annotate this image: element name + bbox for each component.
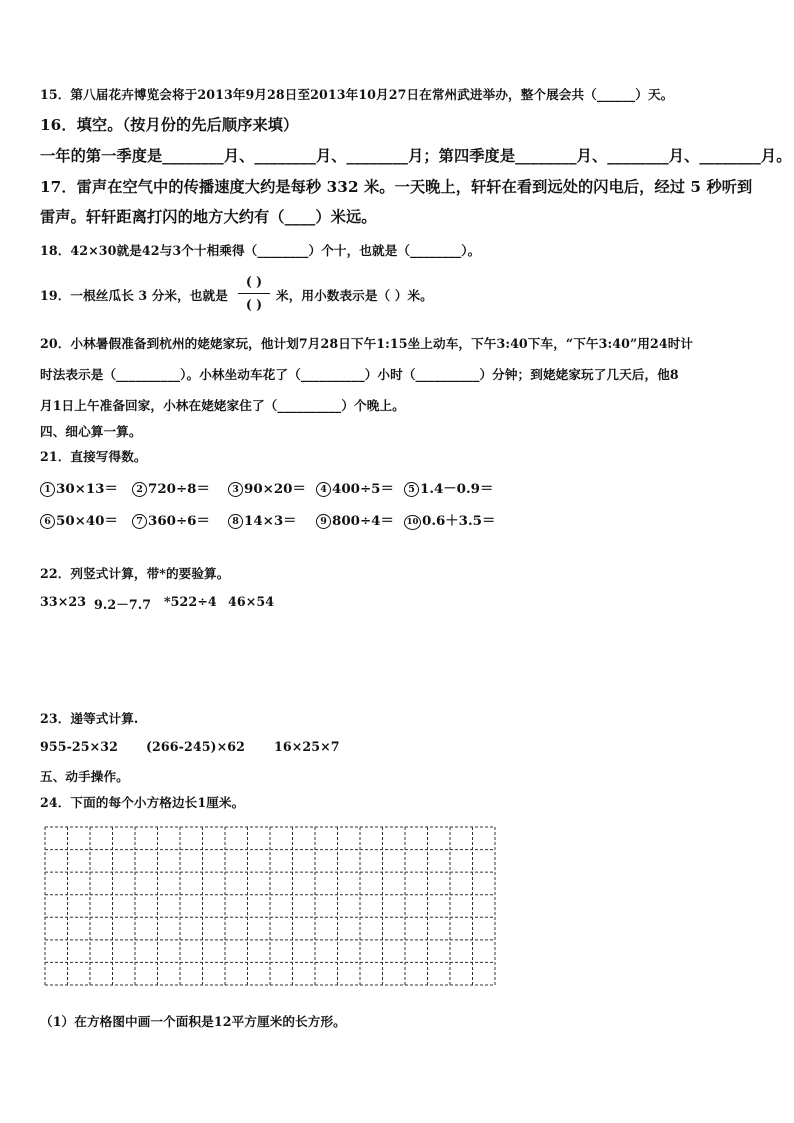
expression: 50×40＝ xyxy=(56,513,118,529)
expression: 30×13＝ xyxy=(56,481,118,497)
question-21-item xyxy=(316,510,394,529)
expression: 0.6＋3.5＝ xyxy=(422,513,496,529)
question-20-line-2: 时法表示是（__________）。小林坐动车花了（__________）小时（__________）分钟；到姥姥家玩了几天后，他8 xyxy=(40,367,679,382)
question-21-item xyxy=(132,510,210,529)
question-23-item: 16×25×7 xyxy=(274,739,340,754)
question-17-line-1: 17．雷声在空气中的传播速度大约是每秒 332 米。一天晚上，轩轩在看到远处的闪电后，经过 5 秒听到 xyxy=(40,178,753,196)
fraction-bar xyxy=(238,293,270,294)
question-21-title: 21．直接写得数。 xyxy=(40,449,147,464)
question-22-item: 9.2－7.7 xyxy=(94,597,152,612)
question-22-item: *522÷4 xyxy=(164,594,217,609)
circled-number: 6 xyxy=(40,514,55,529)
fraction-numerator: ( ) xyxy=(245,274,263,289)
square-grid[interactable] xyxy=(44,826,496,986)
question-21-item xyxy=(40,510,118,529)
question-20-line-1: 20．小林暑假准备到杭州的姥姥家玩，他计划7月28日下午1:15坐上动车，下午3:40下车，“下午3:40”用24时计 xyxy=(40,336,694,351)
question-19-fraction xyxy=(236,270,272,316)
question-23-item: (266-245)×62 xyxy=(146,739,245,754)
question-15: 15．第八届花卉博览会将于2013年9月28日至2013年10月27日在常州武进举办，整个展会共（______）天。 xyxy=(40,87,674,102)
circled-number: 7 xyxy=(132,514,147,529)
expression: 90×20＝ xyxy=(244,481,306,497)
question-22-title: 22．列竖式计算，带*的要验算。 xyxy=(40,566,230,581)
expression: 720÷8＝ xyxy=(148,481,210,497)
circled-number: 2 xyxy=(132,482,147,497)
expression: 14×3＝ xyxy=(244,513,297,529)
question-18: 18．42×30就是42与3个十相乘得（________）个十，也就是（________）。 xyxy=(40,243,481,258)
circled-number: 1 xyxy=(40,482,55,497)
fraction-denominator: ( ) xyxy=(245,297,263,312)
question-23-title: 23．递等式计算. xyxy=(40,711,139,726)
question-22-item: 33×23 xyxy=(40,594,87,609)
question-24-subquestion-1: （1）在方格图中画一个面积是12平方厘米的长方形。 xyxy=(40,1014,346,1029)
question-21-item xyxy=(228,510,297,529)
question-21-item xyxy=(132,478,210,497)
circled-number: 9 xyxy=(316,514,331,529)
question-17-line-2: 雷声。轩轩距离打闪的地方大约有（____）米远。 xyxy=(40,208,377,226)
circled-number: 3 xyxy=(228,482,243,497)
section-5-heading: 五、动手操作。 xyxy=(40,769,129,784)
question-21-item xyxy=(228,478,306,497)
expression: 400÷5＝ xyxy=(332,481,394,497)
circled-number: 8 xyxy=(228,514,243,529)
question-22-item: 46×54 xyxy=(228,594,275,609)
section-4-heading: 四、细心算一算。 xyxy=(40,424,142,439)
expression: 360÷6＝ xyxy=(148,513,210,529)
question-21-item xyxy=(404,478,493,497)
expression: 800÷4＝ xyxy=(332,513,394,529)
circled-number: 10 xyxy=(404,515,421,530)
question-21-item xyxy=(40,478,118,497)
question-21-item xyxy=(316,478,394,497)
question-16-title: 16．填空。（按月份的先后顺序来填） xyxy=(40,116,299,134)
question-23-item: 955-25×32 xyxy=(40,739,119,754)
question-16-body: 一年的第一季度是________月、________月、________月；第四季度是________月、________月、________月。 xyxy=(40,147,792,165)
question-21-item xyxy=(404,510,495,530)
expression: 1.4－0.9＝ xyxy=(420,481,494,497)
question-20-line-3: 月1日上午准备回家，小林在姥姥家住了（__________）个晚上。 xyxy=(40,398,405,413)
question-19-part-1: 19．一根丝瓜长 3 分米，也就是 xyxy=(40,288,228,303)
question-19-part-2: 米，用小数表示是（ ）米。 xyxy=(276,288,433,303)
circled-number: 4 xyxy=(316,482,331,497)
question-24-title: 24．下面的每个小方格边长1厘米。 xyxy=(40,795,245,810)
circled-number: 5 xyxy=(404,482,419,497)
